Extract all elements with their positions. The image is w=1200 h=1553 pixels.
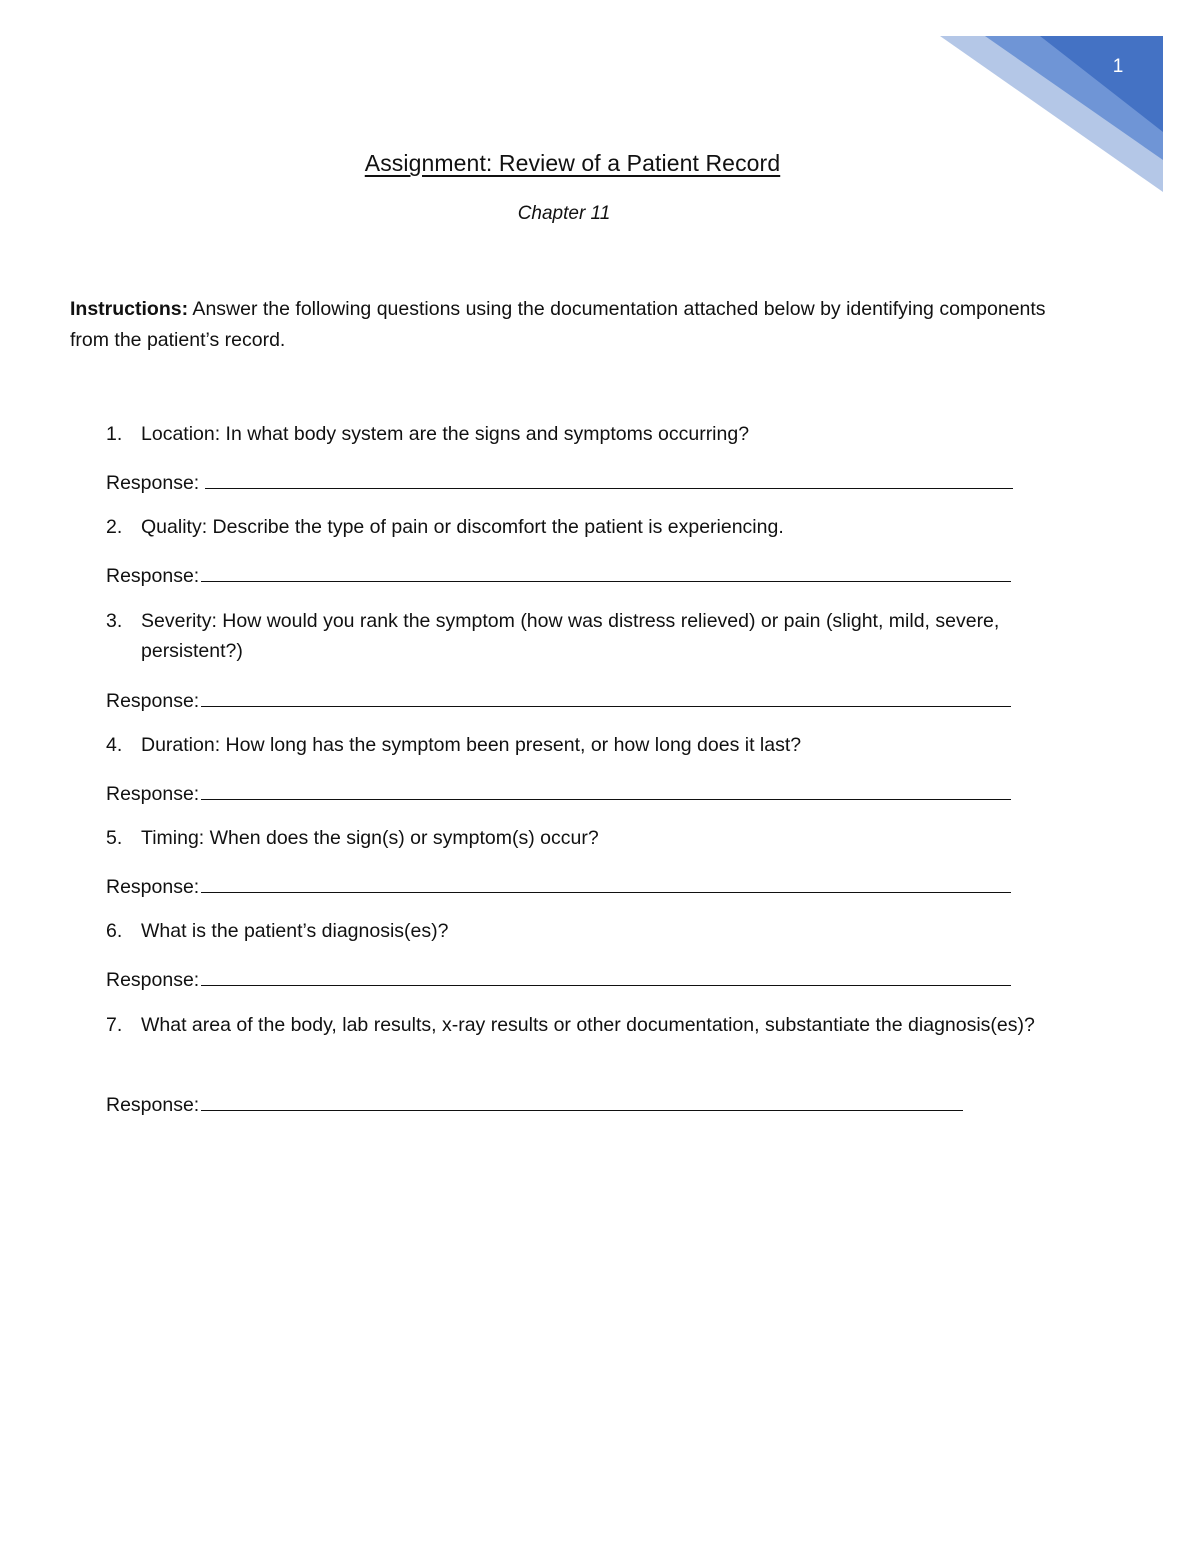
document-title: Assignment: Review of a Patient Record bbox=[364, 150, 781, 176]
response-label: Response: bbox=[106, 565, 200, 587]
question-item bbox=[106, 419, 1036, 449]
response-line[interactable] bbox=[201, 561, 1011, 582]
question-number: 3. bbox=[106, 610, 123, 632]
question-number: 7. bbox=[106, 1014, 123, 1036]
question-item bbox=[106, 1010, 1036, 1040]
response-label: Response: bbox=[106, 472, 200, 494]
response-line[interactable] bbox=[201, 965, 1011, 986]
document-subtitle: Chapter 11 bbox=[517, 203, 611, 224]
response-label: Response: bbox=[106, 876, 200, 898]
question-item bbox=[106, 512, 1036, 542]
response-label: Response: bbox=[106, 783, 200, 805]
response-line[interactable] bbox=[201, 872, 1011, 893]
response-line[interactable] bbox=[201, 686, 1011, 707]
response-field[interactable] bbox=[106, 779, 1011, 806]
response-field[interactable] bbox=[106, 965, 1011, 992]
instructions bbox=[70, 294, 1060, 356]
question-number: 5. bbox=[106, 827, 123, 849]
response-label: Response: bbox=[106, 690, 200, 712]
question-text: What area of the body, lab results, x-ray results or other documentation, substantiate the diagnosis(es)? bbox=[141, 1014, 1035, 1036]
question-text: What is the patient’s diagnosis(es)? bbox=[141, 920, 449, 942]
response-label: Response: bbox=[106, 969, 200, 991]
question-number: 2. bbox=[106, 516, 123, 538]
response-label: Response: bbox=[106, 1094, 200, 1116]
response-field[interactable] bbox=[106, 872, 1011, 899]
response-line[interactable] bbox=[201, 1090, 963, 1111]
question-text: Location: In what body system are the signs and symptoms occurring? bbox=[141, 423, 750, 445]
corner-decoration bbox=[0, 0, 1200, 220]
question-text: Quality: Describe the type of pain or discomfort the patient is experiencing. bbox=[141, 516, 784, 538]
question-item bbox=[106, 823, 1036, 853]
question-text: Duration: How long has the symptom been present, or how long does it last? bbox=[141, 734, 802, 756]
response-field[interactable] bbox=[106, 686, 1011, 713]
response-field[interactable] bbox=[106, 1090, 963, 1117]
question-text: Severity: How would you rank the symptom (how was distress relieved) or pain (slight, mild, severe, persistent?) bbox=[141, 610, 1000, 662]
question-number: 6. bbox=[106, 920, 123, 942]
instructions-text: Answer the following questions using the documentation attached below by identifying components from the patient’s record. bbox=[70, 298, 1046, 351]
response-line[interactable] bbox=[205, 468, 1013, 489]
question-number: 1. bbox=[106, 423, 123, 445]
response-field[interactable] bbox=[106, 561, 1011, 588]
question-item bbox=[106, 916, 1036, 946]
question-item bbox=[106, 606, 1036, 666]
question-item bbox=[106, 730, 1036, 760]
instructions-lead: Instructions: bbox=[70, 298, 189, 320]
question-text: Timing: When does the sign(s) or symptom(s) occur? bbox=[141, 827, 599, 849]
page-number: 1 bbox=[1112, 56, 1124, 77]
response-line[interactable] bbox=[201, 779, 1011, 800]
response-field[interactable] bbox=[106, 468, 1013, 495]
question-number: 4. bbox=[106, 734, 123, 756]
